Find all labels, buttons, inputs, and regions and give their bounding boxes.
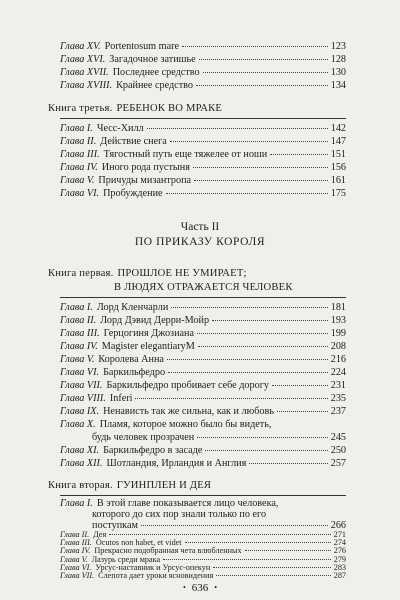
dot-leader	[163, 559, 331, 560]
heading-rule	[60, 118, 346, 119]
page-ref: 142	[330, 123, 346, 134]
chapter-number: Глава X.	[60, 419, 96, 430]
book-label: Книга первая.	[48, 268, 114, 279]
part-label: Часть II	[180, 221, 220, 233]
dot-leader	[166, 193, 328, 194]
chapter-number: Глава V.	[60, 554, 88, 564]
dot-leader	[170, 141, 328, 142]
dot-leader	[216, 575, 330, 576]
toc-entry	[60, 66, 346, 79]
chapter-title: Portentosum mare	[104, 41, 180, 52]
chapter-title: Действие снега	[100, 136, 167, 147]
page-ref: 257	[330, 458, 346, 469]
toc-entry	[60, 135, 346, 148]
chapter-number: Глава III.	[60, 149, 100, 160]
chapter-title: Иного рода пустыня	[101, 162, 190, 173]
toc-entry	[60, 148, 346, 161]
book-title-line2: В ЛЮДЯХ ОТРАЖАЕТСЯ ЧЕЛОВЕК	[114, 282, 293, 293]
page-ref: 283	[333, 562, 346, 572]
chapter-title: Ненависть так же сильна, как и любовь	[103, 406, 274, 417]
chapter-number: Глава XVIII.	[60, 80, 113, 91]
chapter-title: Урсус-наставник и Урсус-опекун	[95, 562, 211, 572]
page-ref: 134	[330, 80, 346, 91]
toc-entry	[60, 457, 346, 470]
book-title: ПРОШЛОЕ НЕ УМИРАЕТ;	[117, 268, 247, 279]
dot-leader	[147, 128, 328, 129]
toc-entry	[60, 418, 346, 431]
page-ref: 279	[333, 554, 346, 564]
page-ref: 123	[330, 41, 346, 52]
chapter-title: Magister elegantiarуM	[101, 341, 195, 352]
chapter-title: Чесс-Хилл	[96, 123, 144, 134]
chapter-title: Inferi	[109, 393, 133, 404]
page-ref: 208	[330, 341, 346, 352]
chapter-title: Лорд Дэвид Дерри-Мойр	[100, 315, 210, 326]
chapter-number: Глава XVII.	[60, 67, 109, 78]
page-ref: 266	[330, 520, 346, 531]
chapter-title: Прекрасно подобранная чета влюбленных	[94, 546, 242, 556]
toc-entry	[60, 353, 346, 366]
dot-leader	[197, 333, 328, 334]
toc-entry	[60, 174, 346, 187]
chapter-title: Крайнее средство	[116, 80, 193, 91]
dot-leader	[196, 85, 328, 86]
page-ref: 245	[330, 432, 346, 443]
chapter-title: Дея	[93, 530, 107, 539]
page-ref: 276	[333, 546, 346, 556]
chapter-title: Герцогиня Джозиана	[103, 328, 195, 339]
chapter-number: Глава IV.	[60, 162, 98, 173]
chapter-number: Глава VI.	[60, 367, 100, 378]
chapter-title: Баркильфедро в засаде	[103, 445, 203, 456]
book-title: РЕБЕНОК ВО МРАКЕ	[116, 103, 223, 114]
page-ref: 235	[330, 393, 346, 404]
page-ref: 231	[330, 380, 346, 391]
dot-leader	[249, 463, 327, 464]
chapter-title: Загадочное затишье	[109, 54, 196, 65]
dot-leader	[203, 72, 328, 73]
dot-leader	[245, 550, 331, 551]
chapter-number: Глава VII.	[60, 380, 103, 391]
dot-leader	[197, 437, 328, 438]
chapter-number: Глава XII.	[60, 458, 103, 469]
page-ref: 156	[330, 162, 346, 173]
chapter-number: Глава XV.	[60, 41, 101, 52]
chapter-title: Ocutos non habet, et videt	[95, 538, 182, 548]
page-ref: 193	[330, 315, 346, 326]
page-ref: 287	[333, 571, 346, 580]
page-ref: 130	[330, 67, 346, 78]
dot-leader	[194, 180, 328, 181]
dot-leader	[199, 59, 328, 60]
chapter-number: Глава III.	[60, 538, 92, 548]
toc-entry	[60, 405, 346, 418]
dot-leader	[135, 398, 327, 399]
chapter-title: Пробуждение	[103, 188, 163, 199]
toc-entry-continuation	[92, 431, 346, 444]
chapter-number: Глава VI.	[60, 188, 100, 199]
toc-entry	[60, 187, 346, 200]
book-heading	[48, 102, 346, 115]
chapter-title-cont: поступкам	[92, 520, 138, 531]
page-ref: 250	[330, 445, 346, 456]
dot-leader	[205, 450, 327, 451]
dot-leader	[277, 411, 328, 412]
chapter-number: Глава IX.	[60, 406, 100, 417]
chapter-number: Глава V.	[60, 175, 95, 186]
toc-entry	[60, 53, 346, 66]
chapter-title: Баркильфедро пробивает себе дорогу	[106, 380, 269, 391]
dot-leader	[141, 525, 328, 526]
page-ref: 216	[330, 354, 346, 365]
dot-leader	[212, 320, 328, 321]
dot-leader	[272, 385, 328, 386]
bullet-icon: •	[214, 583, 218, 592]
chapter-title: Шотландия, Ирландия и Англия	[106, 458, 247, 469]
toc-entry	[60, 366, 346, 379]
dot-leader	[270, 154, 327, 155]
page-number: 636	[191, 582, 209, 594]
toc-entry	[60, 392, 346, 405]
page-number-line	[0, 581, 400, 595]
chapter-number: Глава I.	[60, 302, 93, 313]
page-ref: 271	[333, 530, 346, 539]
toc-entry	[60, 301, 346, 314]
chapter-number: Глава I.	[60, 498, 93, 509]
chapter-number: Глава II.	[60, 136, 97, 147]
chapter-number: Глава XI.	[60, 445, 100, 456]
page-ref: 199	[330, 328, 346, 339]
toc-entry	[60, 379, 346, 392]
chapter-title: Лорд Кленчарли	[96, 302, 169, 313]
page-ref: 175	[330, 188, 346, 199]
page-ref: 147	[330, 136, 346, 147]
dot-leader	[109, 534, 331, 535]
chapter-number: Глава II.	[60, 315, 97, 326]
chapter-title-cont: которого до сих пор знали только по его	[92, 509, 267, 520]
chapter-title: В этой главе показывается лицо человека,	[96, 498, 279, 509]
book-heading	[48, 479, 346, 492]
chapter-title: Причуды мизантропа	[98, 175, 192, 186]
chapter-number: Глава VII.	[60, 571, 95, 580]
chapter-number: Глава VIII.	[60, 393, 106, 404]
dot-leader	[167, 359, 328, 360]
chapter-title-cont: будь человек прозрачен	[92, 432, 195, 443]
chapter-title: Баркильфедро	[103, 367, 166, 378]
chapter-number: Глава V.	[60, 354, 95, 365]
toc-entry	[60, 444, 346, 457]
chapter-number: Глава VI.	[60, 562, 92, 572]
toc-entry	[60, 572, 346, 580]
toc-entry	[60, 161, 346, 174]
dot-leader	[168, 372, 328, 373]
page-ref: 237	[330, 406, 346, 417]
dot-leader	[193, 167, 328, 168]
dot-leader	[213, 567, 331, 568]
book-label: Книга третья.	[48, 103, 113, 114]
chapter-title: Тягостный путь еще тяжелее от ноши	[103, 149, 268, 160]
chapter-number: Глава IV.	[60, 341, 98, 352]
dot-leader	[171, 307, 327, 308]
heading-rule	[60, 297, 346, 298]
page-ref: 181	[330, 302, 346, 313]
toc-entry	[60, 79, 346, 92]
chapter-number: Глава II.	[60, 530, 90, 539]
chapter-title: Пламя, которое можно было бы видеть,	[99, 419, 272, 430]
toc-entry	[60, 40, 346, 53]
dot-leader	[198, 346, 328, 347]
toc-entry	[60, 314, 346, 327]
page-ref: 151	[330, 149, 346, 160]
page-ref: 161	[330, 175, 346, 186]
toc-entry	[60, 327, 346, 340]
book-label: Книга вторая.	[48, 480, 113, 491]
dot-leader	[182, 46, 328, 47]
chapter-number: Глава I.	[60, 123, 93, 134]
chapter-title: Слепота дает уроки ясновидения	[98, 571, 214, 580]
page-ref: 274	[333, 538, 346, 548]
dot-leader	[185, 542, 331, 543]
part-title: ПО ПРИКАЗУ КОРОЛЯ	[134, 236, 266, 248]
book-title: ГУИНПЛЕН И ДЕЯ	[116, 480, 212, 491]
page-ref: 224	[330, 367, 346, 378]
toc-entry	[60, 122, 346, 135]
toc-entry	[60, 340, 346, 353]
chapter-title: Последнее средство	[112, 67, 200, 78]
bullet-icon: •	[182, 583, 186, 592]
chapter-number: Глава III.	[60, 328, 100, 339]
book-heading	[48, 267, 346, 280]
chapter-title: Королева Анна	[98, 354, 164, 365]
chapter-number: Глава IV.	[60, 546, 91, 556]
heading-rule	[60, 495, 346, 496]
chapter-title: Лазурь среди мрака	[91, 554, 161, 564]
chapter-number: Глава XVI.	[60, 54, 106, 65]
page-ref: 128	[330, 54, 346, 65]
